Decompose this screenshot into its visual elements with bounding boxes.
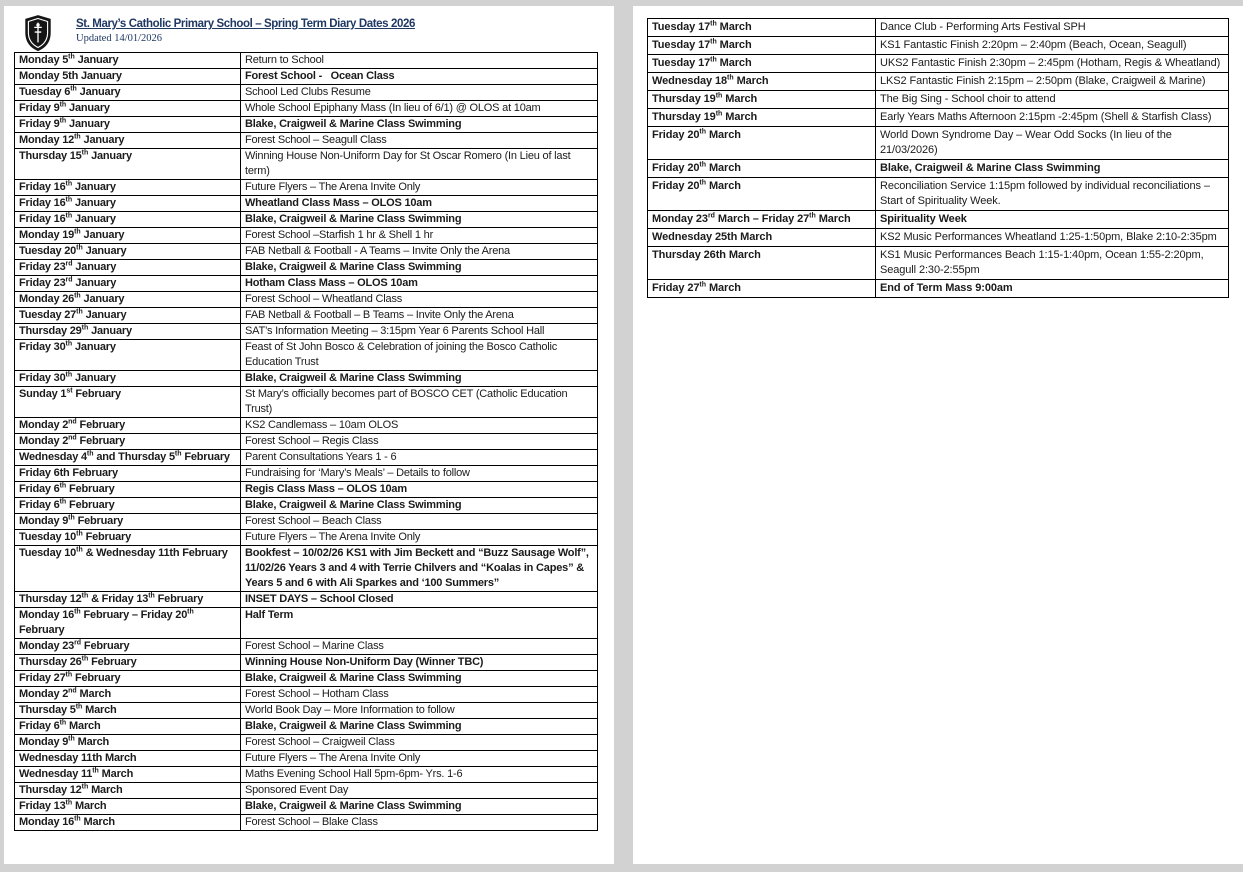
table-row (15, 371, 598, 387)
event-cell: FAB Netball & Football - A Teams – Invite Only the Arena (241, 244, 598, 260)
date-cell: Monday 23rd March – Friday 27th March (648, 211, 876, 229)
date-cell: Tuesday 10th February (15, 530, 241, 546)
date-cell: Friday 13th March (15, 799, 241, 815)
date-cell: Monday 9th February (15, 514, 241, 530)
date-cell: Tuesday 17th March (648, 55, 876, 73)
table-row (15, 703, 598, 719)
date-cell: Tuesday 27th January (15, 308, 241, 324)
event-cell: Blake, Craigweil & Marine Class Swimming (241, 371, 598, 387)
table-row (15, 815, 598, 831)
event-cell: World Down Syndrome Day – Wear Odd Socks (In lieu of the 21/03/2026) (876, 127, 1229, 160)
event-cell: Fundraising for ‘Mary’s Meals’ – Details to follow (241, 466, 598, 482)
table-row (15, 799, 598, 815)
document-title: St. Mary’s Catholic Primary School – Spring Term Diary Dates 2026 (76, 18, 415, 30)
date-cell: Friday 6th March (15, 719, 241, 735)
table-row (15, 482, 598, 498)
date-cell: Friday 27th March (648, 280, 876, 298)
date-cell: Friday 9th January (15, 101, 241, 117)
date-cell: Tuesday 20th January (15, 244, 241, 260)
date-cell: Monday 2nd February (15, 418, 241, 434)
table-row (15, 117, 598, 133)
date-cell: Tuesday 10th & Wednesday 11th February (15, 546, 241, 592)
event-cell: Forest School – Seagull Class (241, 133, 598, 149)
table-row (15, 101, 598, 117)
table-row (648, 178, 1229, 211)
date-cell: Friday 27th February (15, 671, 241, 687)
table-row (648, 211, 1229, 229)
date-cell: Monday 9th March (15, 735, 241, 751)
date-cell: Thursday 5th March (15, 703, 241, 719)
date-cell: Friday 16th January (15, 196, 241, 212)
event-cell: INSET DAYS – School Closed (241, 592, 598, 608)
table-row (15, 546, 598, 592)
table-row (648, 19, 1229, 37)
event-cell: Dance Club - Performing Arts Festival SPH (876, 19, 1229, 37)
table-row (648, 91, 1229, 109)
event-cell: Winning House Non-Uniform Day (Winner TBC) (241, 655, 598, 671)
event-cell: LKS2 Fantastic Finish 2:15pm – 2:50pm (Blake, Craigweil & Marine) (876, 73, 1229, 91)
table-row (15, 608, 598, 639)
table-row (15, 340, 598, 371)
page-1 (4, 6, 614, 864)
table-row (648, 160, 1229, 178)
table-row (15, 514, 598, 530)
table-row (15, 767, 598, 783)
event-cell: Forest School – Beach Class (241, 514, 598, 530)
event-cell: Hotham Class Mass – OLOS 10am (241, 276, 598, 292)
table-row (15, 228, 598, 244)
event-cell: Winning House Non-Uniform Day for St Oscar Romero (In Lieu of last term) (241, 149, 598, 180)
date-cell: Thursday 19th March (648, 91, 876, 109)
date-cell: Wednesday 11th March (15, 767, 241, 783)
date-cell: Monday 19th January (15, 228, 241, 244)
diary-table-page-2 (647, 18, 1229, 298)
event-cell: Forest School – Blake Class (241, 815, 598, 831)
event-cell: Blake, Craigweil & Marine Class Swimming (241, 671, 598, 687)
event-cell: Return to School (241, 53, 598, 69)
date-cell: Thursday 15th January (15, 149, 241, 180)
event-cell: Parent Consultations Years 1 - 6 (241, 450, 598, 466)
event-cell: Wheatland Class Mass – OLOS 10am (241, 196, 598, 212)
event-cell: School Led Clubs Resume (241, 85, 598, 101)
date-cell: Friday 6th February (15, 498, 241, 514)
table-row (15, 308, 598, 324)
date-cell: Monday 12th January (15, 133, 241, 149)
date-cell: Thursday 12th March (15, 783, 241, 799)
table-row (15, 450, 598, 466)
table-row (15, 260, 598, 276)
table-row (15, 655, 598, 671)
event-cell: Maths Evening School Hall 5pm-6pm- Yrs. 1-6 (241, 767, 598, 783)
event-cell: Half Term (241, 608, 598, 639)
table-row (648, 55, 1229, 73)
table-row (15, 149, 598, 180)
table-row (15, 592, 598, 608)
event-cell: KS2 Candlemass – 10am OLOS (241, 418, 598, 434)
event-cell: Future Flyers – The Arena Invite Only (241, 751, 598, 767)
date-cell: Thursday 29th January (15, 324, 241, 340)
table-row (648, 37, 1229, 55)
date-cell: Friday 20th March (648, 127, 876, 160)
event-cell: Whole School Epiphany Mass (In lieu of 6/1) @ OLOS at 10am (241, 101, 598, 117)
event-cell: KS2 Music Performances Wheatland 1:25-1:50pm, Blake 2:10-2:35pm (876, 229, 1229, 247)
table-row (15, 783, 598, 799)
date-cell: Monday 23rd February (15, 639, 241, 655)
table-row (15, 69, 598, 85)
event-cell: World Book Day – More Information to follow (241, 703, 598, 719)
event-cell: Blake, Craigweil & Marine Class Swimming (241, 799, 598, 815)
date-cell: Monday 26th January (15, 292, 241, 308)
table-row (648, 109, 1229, 127)
table-row (15, 751, 598, 767)
event-cell: Spirituality Week (876, 211, 1229, 229)
event-cell: Future Flyers – The Arena Invite Only (241, 530, 598, 546)
table-row (15, 53, 598, 69)
event-cell: Early Years Maths Afternoon 2:15pm -2:45pm (Shell & Starfish Class) (876, 109, 1229, 127)
table-row (15, 687, 598, 703)
table-row (15, 276, 598, 292)
event-cell: SAT’s Information Meeting – 3:15pm Year 6 Parents School Hall (241, 324, 598, 340)
event-cell: Forest School –Starfish 1 hr & Shell 1 hr (241, 228, 598, 244)
title-block (76, 12, 415, 45)
date-cell: Friday 30th January (15, 340, 241, 371)
event-cell: St Mary’s officially becomes part of BOSCO CET (Catholic Education Trust) (241, 387, 598, 418)
date-cell: Tuesday 17th March (648, 37, 876, 55)
date-cell: Monday 16th March (15, 815, 241, 831)
date-cell: Sunday 1st February (15, 387, 241, 418)
event-cell: Regis Class Mass – OLOS 10am (241, 482, 598, 498)
table-row (15, 85, 598, 101)
date-cell: Thursday 26th February (15, 655, 241, 671)
date-cell: Friday 16th January (15, 180, 241, 196)
date-cell: Friday 9th January (15, 117, 241, 133)
date-cell: Thursday 12th & Friday 13th February (15, 592, 241, 608)
date-cell: Wednesday 11th March (15, 751, 241, 767)
table-row (15, 671, 598, 687)
date-cell: Tuesday 17th March (648, 19, 876, 37)
updated-date: Updated 14/01/2026 (76, 33, 163, 44)
diary-table-page-1 (14, 52, 598, 831)
table-row (15, 418, 598, 434)
school-crest-icon (22, 14, 54, 52)
date-cell: Monday 2nd March (15, 687, 241, 703)
table-row (15, 498, 598, 514)
date-cell: Friday 30th January (15, 371, 241, 387)
date-cell: Friday 6th February (15, 466, 241, 482)
date-cell: Wednesday 4th and Thursday 5th February (15, 450, 241, 466)
table-row (15, 133, 598, 149)
event-cell: FAB Netball & Football – B Teams – Invite Only the Arena (241, 308, 598, 324)
table-row (15, 180, 598, 196)
page-2 (633, 6, 1243, 864)
table-row (15, 466, 598, 482)
date-cell: Wednesday 25th March (648, 229, 876, 247)
event-cell: Blake, Craigweil & Marine Class Swimming (241, 719, 598, 735)
table-row (648, 280, 1229, 298)
table-row (15, 196, 598, 212)
event-cell: Blake, Craigweil & Marine Class Swimming (241, 212, 598, 228)
date-cell: Friday 6th February (15, 482, 241, 498)
event-cell: Blake, Craigweil & Marine Class Swimming (876, 160, 1229, 178)
event-cell: Forest School – Regis Class (241, 434, 598, 450)
table-row (15, 639, 598, 655)
event-cell: Bookfest – 10/02/26 KS1 with Jim Beckett and “Buzz Sausage Wolf”, 11/02/26 Years 3 and 4 with Terrie Chilvers and “Koalas in Capes” & Years 5 and 6 with Ali Sparkes and ‘100 Summers” (241, 546, 598, 592)
event-cell: Forest School - Ocean Class (241, 69, 598, 85)
event-cell: Future Flyers – The Arena Invite Only (241, 180, 598, 196)
table-row (15, 530, 598, 546)
event-cell: Forest School – Hotham Class (241, 687, 598, 703)
table-row (648, 127, 1229, 160)
event-cell: Sponsored Event Day (241, 783, 598, 799)
date-cell: Thursday 26th March (648, 247, 876, 280)
event-cell: UKS2 Fantastic Finish 2:30pm – 2:45pm (Hotham, Regis & Wheatland) (876, 55, 1229, 73)
date-cell: Wednesday 18th March (648, 73, 876, 91)
date-cell: Friday 20th March (648, 178, 876, 211)
table-row (15, 434, 598, 450)
date-cell: Monday 16th February – Friday 20th February (15, 608, 241, 639)
date-cell: Monday 2nd February (15, 434, 241, 450)
table-row (15, 719, 598, 735)
event-cell: The Big Sing - School choir to attend (876, 91, 1229, 109)
event-cell: Blake, Craigweil & Marine Class Swimming (241, 498, 598, 514)
date-cell: Friday 16th January (15, 212, 241, 228)
table-row (15, 292, 598, 308)
table-row (648, 73, 1229, 91)
date-cell: Monday 5th January (15, 69, 241, 85)
table-row (15, 735, 598, 751)
table-row (15, 212, 598, 228)
event-cell: KS1 Fantastic Finish 2:20pm – 2:40pm (Beach, Ocean, Seagull) (876, 37, 1229, 55)
date-cell: Friday 23rd January (15, 276, 241, 292)
table-row (648, 247, 1229, 280)
event-cell: End of Term Mass 9:00am (876, 280, 1229, 298)
event-cell: Reconciliation Service 1:15pm followed by individual reconciliations – Start of Spirituality Week. (876, 178, 1229, 211)
table-row (648, 229, 1229, 247)
table-row (15, 387, 598, 418)
date-cell: Tuesday 6th January (15, 85, 241, 101)
date-cell: Friday 20th March (648, 160, 876, 178)
event-cell: KS1 Music Performances Beach 1:15-1:40pm, Ocean 1:55-2:20pm, Seagull 2:30-2:55pm (876, 247, 1229, 280)
table-row (15, 244, 598, 260)
event-cell: Feast of St John Bosco & Celebration of joining the Bosco Catholic Education Trust (241, 340, 598, 371)
event-cell: Blake, Craigweil & Marine Class Swimming (241, 260, 598, 276)
table-row (15, 324, 598, 340)
date-cell: Friday 23rd January (15, 260, 241, 276)
event-cell: Forest School – Craigweil Class (241, 735, 598, 751)
document-header (4, 6, 614, 52)
event-cell: Forest School – Marine Class (241, 639, 598, 655)
date-cell: Monday 5th January (15, 53, 241, 69)
date-cell: Thursday 19th March (648, 109, 876, 127)
event-cell: Blake, Craigweil & Marine Class Swimming (241, 117, 598, 133)
event-cell: Forest School – Wheatland Class (241, 292, 598, 308)
